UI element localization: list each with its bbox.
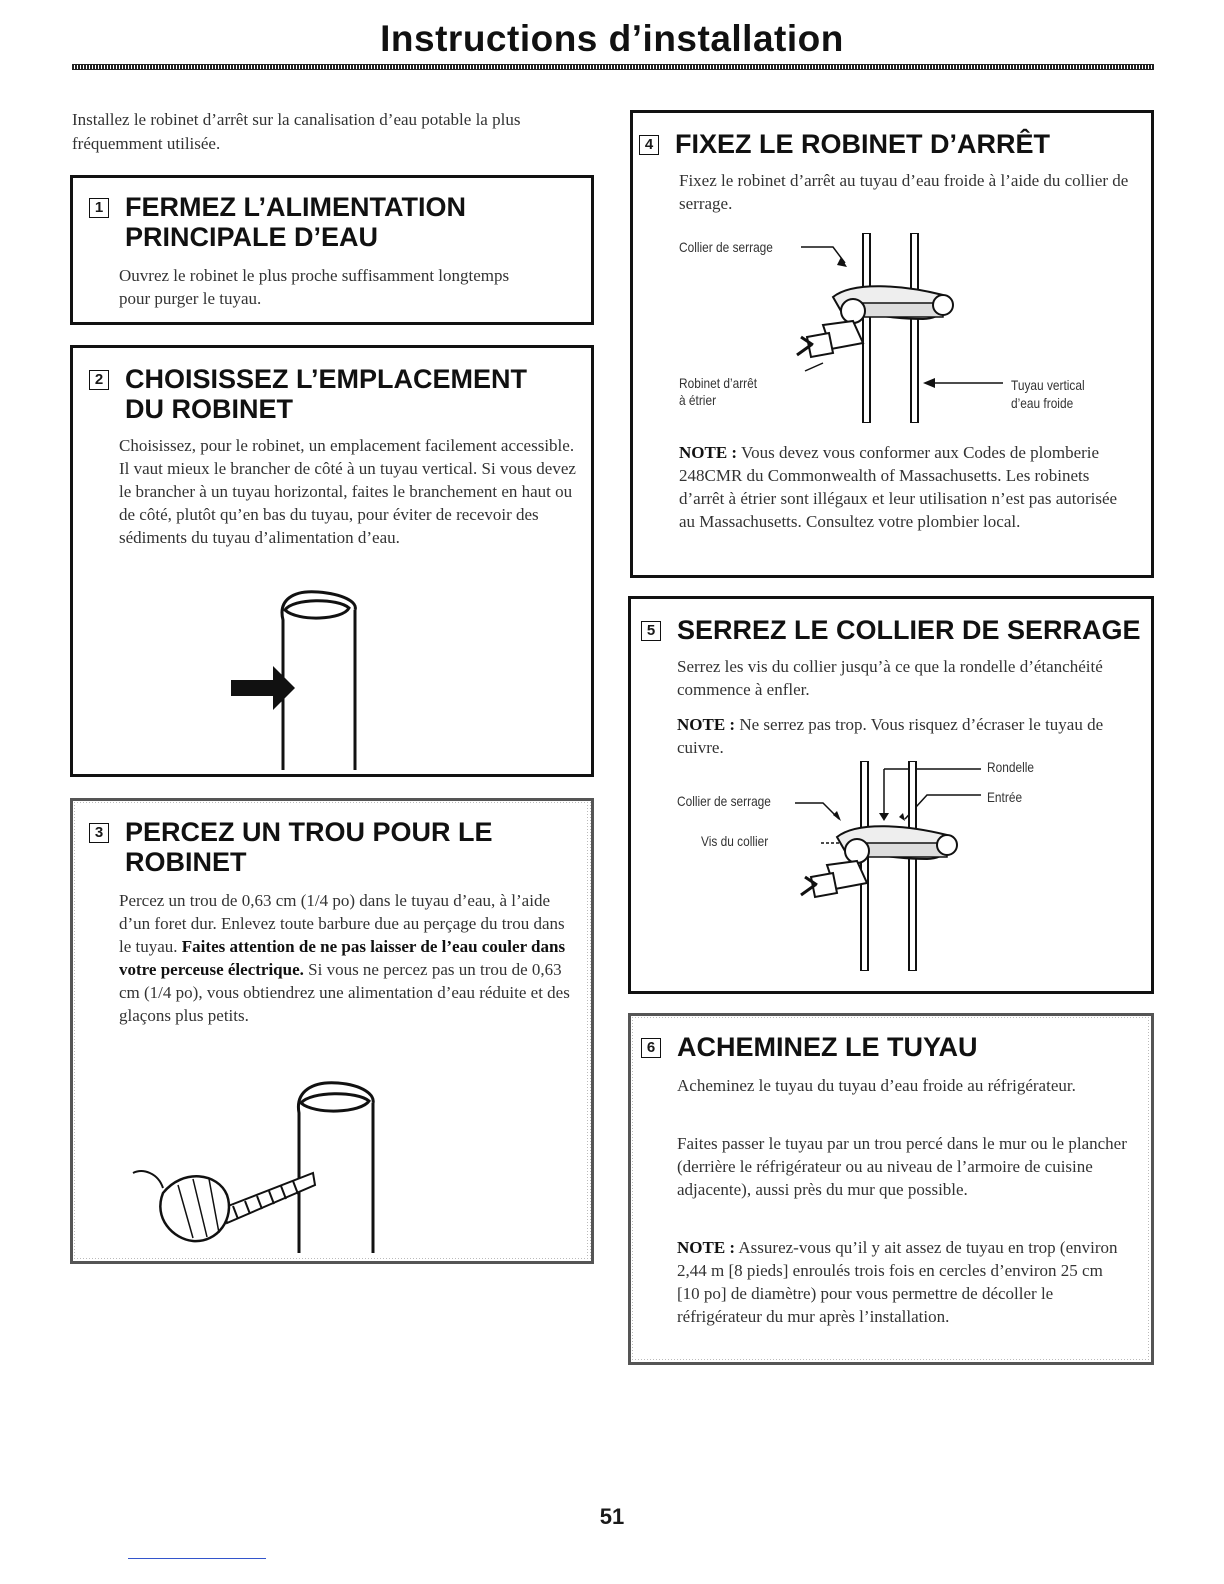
- step-5-title: SERREZ LE COLLIER DE SERRAGE: [677, 615, 1141, 645]
- step-2-number: 2: [89, 370, 109, 390]
- valve-label-line1: Robinet d’arrêt: [679, 375, 758, 391]
- step-3-text-a: Percez un trou de 0,63 cm (1/4 po) dans le tuyau d’eau, à l’aide d’un foret dur. Enlevez toute barbure due au perçage du trou dans le tuyau.: [119, 891, 565, 956]
- step-5-note-label: NOTE :: [677, 715, 736, 734]
- intro-text: Installez le robinet d’arrêt sur la canalisation d’eau potable la plus fréquemment utilisée.: [72, 110, 521, 153]
- step-1-box: [70, 175, 594, 325]
- page-title: Instructions d’installation: [380, 18, 844, 59]
- step-3-number: 3: [89, 823, 109, 843]
- washer-label: Rondelle: [987, 759, 1034, 775]
- clamp-label-2: Collier de serrage: [677, 793, 771, 809]
- step-5-number: 5: [641, 621, 661, 641]
- step-4-number: 4: [639, 135, 659, 155]
- valve-clamp-illustration: [793, 233, 1023, 423]
- drill-illustration: [123, 1073, 453, 1253]
- valve-label-line2: à étrier: [679, 392, 717, 408]
- step-5-note: [677, 713, 1137, 759]
- clamp-label: Collier de serrage: [679, 239, 773, 255]
- step-4-box: [630, 110, 1154, 578]
- tightened-clamp-illustration: [781, 761, 1001, 971]
- step-2-title: CHOISISSEZ L’EMPLACEMENT DU ROBINET: [125, 364, 528, 424]
- step-4-text: Fixez le robinet d’arrêt au tuyau d’eau froide à l’aide du collier de serrage.: [679, 171, 1129, 213]
- pipe-label-line2: d’eau froide: [1011, 395, 1074, 411]
- page-number: 51: [599, 1504, 625, 1529]
- inlet-label: Entrée: [987, 789, 1023, 805]
- step-6-note: [677, 1236, 1129, 1328]
- step-4-note-label: NOTE :: [679, 443, 738, 462]
- step-3-text-b: Si vous ne percez pas un trou de 0,63 cm (1/4 po), vous obtiendrez une alimentation d’eau réduite et des glaçons plus petits.: [119, 960, 570, 1025]
- step-3-box: [70, 798, 594, 1264]
- step-6-text-1: Acheminez le tuyau du tuyau d’eau froide au réfrigérateur.: [677, 1076, 1076, 1095]
- step-3-text-bold: Faites attention de ne pas laisser de l’eau couler dans votre perceuse électrique.: [119, 937, 566, 979]
- step-6-text-2: Faites passer le tuyau par un trou percé dans le mur ou le plancher (derrière le réfrigérateur ou au niveau de l’armoire de cuisine adjacente), aussi près du mur que possible.: [677, 1134, 1127, 1199]
- step-5-box: [628, 596, 1154, 994]
- arrow-icon: [231, 666, 295, 710]
- step-6-number: 6: [641, 1038, 661, 1058]
- screw-label: Vis du collier: [701, 833, 769, 849]
- drill-icon: [133, 1171, 315, 1241]
- step-4-title: FIXEZ LE ROBINET D’ARRÊT: [675, 129, 1051, 159]
- pipe-label-line1: Tuyau vertical: [1011, 377, 1085, 393]
- step-1-number: 1: [89, 198, 109, 218]
- step-6-note-label: NOTE :: [677, 1238, 736, 1257]
- step-2-text: Choisissez, pour le robinet, un emplacement facilement accessible. Il vaut mieux le brancher de côté à un tuyau vertical. Si vous devez le brancher à un tuyau horizontal, faites le branchement en haut ou de côté, plutôt qu’en bas du tuyau, pour éviter de recevoir des sédiments du tuyau d’alimentation d’eau.: [119, 436, 576, 547]
- step-1-text: Ouvrez le robinet le plus proche suffisamment longtemps pour purger le tuyau.: [119, 266, 510, 308]
- footer-rule: [128, 1558, 266, 1559]
- step-3-text: [119, 889, 581, 1027]
- step-6-title: ACHEMINEZ LE TUYAU: [677, 1032, 978, 1062]
- pipe-illustration: [223, 580, 383, 770]
- step-6-box: [628, 1013, 1154, 1365]
- step-5-text: Serrez les vis du collier jusqu’à ce que la rondelle d’étanchéité commence à enfler.: [677, 657, 1103, 699]
- step-3-title: PERCEZ UN TROU POUR LE ROBINET: [125, 817, 493, 877]
- step-6-note-text: Assurez-vous qu’il y ait assez de tuyau en trop (environ 2,44 m [8 pieds] enroulés trois fois en cercles d’environ 25 cm [10 po] de diamètre) pour vous permettre de décoller le réfrigérateur du mur après l’installation.: [677, 1238, 1118, 1326]
- step-5-note-text: Ne serrez pas trop. Vous risquez d’écraser le tuyau de cuivre.: [677, 715, 1104, 757]
- step-4-note: [679, 441, 1129, 533]
- step-2-box: [70, 345, 594, 777]
- step-1-title: FERMEZ L’ALIMENTATION PRINCIPALE D’EAU: [125, 192, 466, 252]
- title-rule: [72, 64, 1154, 70]
- step-4-note-text: Vous devez vous conformer aux Codes de plomberie 248CMR du Commonwealth of Massachusetts. Les robinets d’arrêt à étrier sont illégaux et leur utilisation n’est pas autorisée au Massachusetts. Consultez votre plombier local.: [679, 443, 1118, 531]
